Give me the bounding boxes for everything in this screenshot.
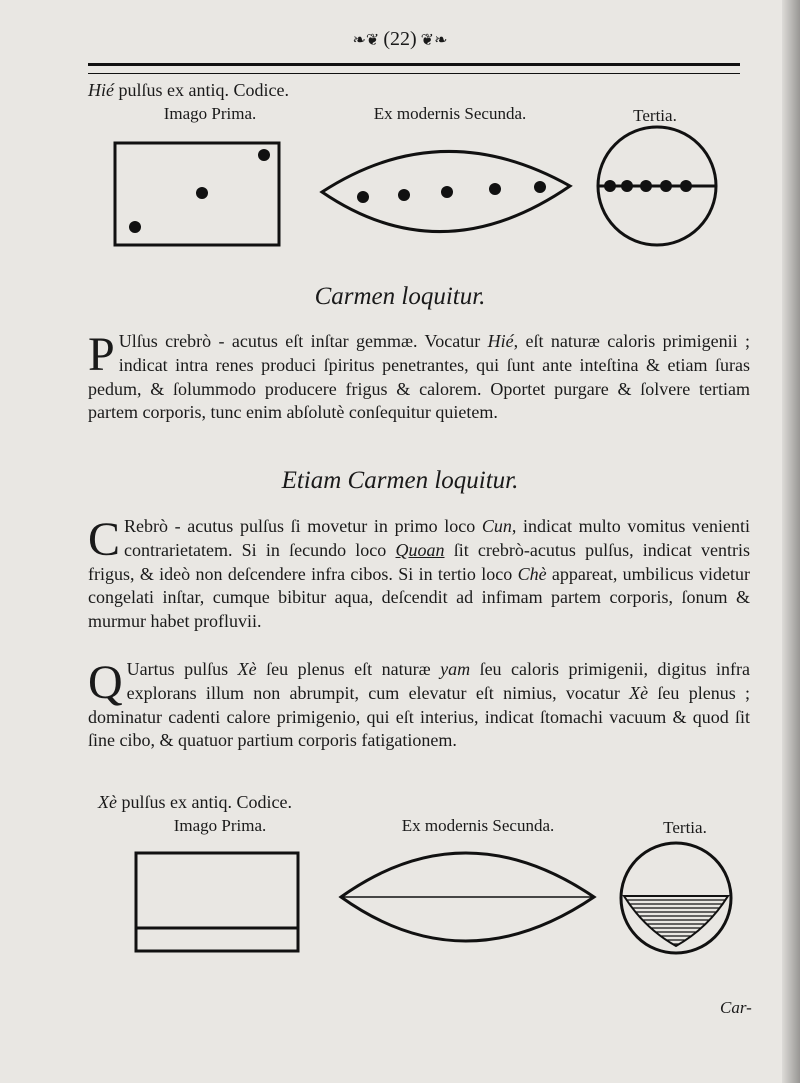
caption-tertia: Tertia. [633, 106, 677, 125]
heading-text: pulſus ex antiq. Codice. [116, 792, 292, 812]
pulse-dot [196, 187, 208, 199]
pulse-dot [534, 181, 546, 193]
caption-secunda: Ex modernis Secunda. [401, 816, 555, 835]
text: ſeu plenus ; dominatur cadenti calore primigenio, qui eſt interius, indicat ſtomachi vacuum & quod ſit ſine cibo, & quatuor partium corporis fatigationem. [88, 682, 750, 751]
pulse-name: Hié [88, 80, 114, 100]
text: ſeu plenus eſt naturæ [256, 659, 441, 679]
pulse-dot [357, 191, 369, 203]
carmen-title: Carmen loquitur. [314, 283, 486, 310]
text: Ulſus crebrò - acutus eſt inſtar gemmæ. Vocatur [118, 331, 488, 351]
location-name: Cun [481, 516, 512, 536]
paragraph-crebro [88, 515, 750, 634]
caption-tertia: Tertia. [663, 818, 707, 837]
header-rule [88, 63, 740, 66]
etiam-title: Etiam Carmen loquitur. [281, 467, 519, 494]
pulse-dot [680, 180, 692, 192]
paragraph-hie [88, 330, 750, 425]
pulse-dot [621, 180, 633, 192]
pulse-name: Hié [487, 331, 514, 351]
heading-text: pulſus ex antiq. Codice. [114, 80, 289, 100]
pulse-name: Xè [98, 792, 117, 812]
location-name: Chè [517, 563, 547, 584]
text: , eſt naturæ caloris primigenii ; indicat intra renes produci ſpiritus penetrantes, qui ſunt ante inteſtina & etiam ſuras pedum, & ſolummodo producere frigus & calorem. Oportet purgare & ſolvere tertiam partem corporis, tunc enim abſolutè conſequitur quietem. [88, 331, 750, 423]
pulse-dot [441, 186, 453, 198]
pulse-dot [398, 189, 410, 201]
pulse-dot [258, 149, 270, 161]
page-edge-shadow [782, 0, 800, 1083]
header-rule-thin [88, 73, 740, 74]
pulse-dot [604, 180, 616, 192]
ornament-right-icon: ❦❧ [416, 32, 448, 49]
caption-imago-prima: Imago Prima. [163, 104, 257, 123]
figure-prima-1 [110, 138, 280, 248]
catchword: Car- [720, 998, 752, 1017]
text: ſeu caloris primigenii, digitus infra explorans illum non abrumpit, cum elevatur eſt nimius, vocatur [126, 659, 750, 703]
term: yam [440, 659, 471, 679]
pulse-dot [129, 221, 141, 233]
pulse-dot [489, 183, 501, 195]
drop-cap: C [88, 513, 121, 566]
text: appareat, umbilicus videtur congelati inſtar, cumque bibitur aqua, deſcendit ad infimam partem corporis, ſonum & murmur habet profluvii. [88, 563, 750, 632]
text: , indicat multo vomitus venienti contrarietatem. Si in ſecundo loco [124, 516, 750, 560]
ornament-left-icon: ❧❦ [352, 32, 384, 49]
pulse-dot [640, 180, 652, 192]
drop-cap: Q [88, 656, 123, 709]
caption-secunda: Ex modernis Secunda. [373, 104, 527, 123]
pulse-name: Xè [629, 682, 649, 703]
pulse-name: Xè [237, 659, 257, 679]
section1-heading [88, 80, 289, 101]
paragraph-quartus [88, 658, 750, 753]
text: ſit crebrò-acutus pulſus, indicat ventris frigus, & ideò non deſcendere infra cibos. Si in tertio loco [88, 539, 750, 584]
caption-imago-prima: Imago Prima. [173, 816, 267, 835]
figure-tertia-2 [618, 842, 743, 962]
location-name: Quoan [395, 539, 445, 560]
figure-prima-2 [132, 848, 302, 958]
text: Uartus pulſus [126, 659, 238, 679]
drop-cap: P [88, 328, 115, 381]
page-header [0, 28, 800, 51]
pulse-dot [660, 180, 672, 192]
text: Rebrò - acutus pulſus ſi movetur in primo loco [124, 516, 482, 536]
figure-secunda-1 [318, 134, 578, 244]
page-number: (22) [383, 28, 417, 50]
section2-heading [98, 792, 292, 813]
figure-secunda-2 [338, 845, 598, 955]
figure-tertia-1 [594, 126, 724, 246]
